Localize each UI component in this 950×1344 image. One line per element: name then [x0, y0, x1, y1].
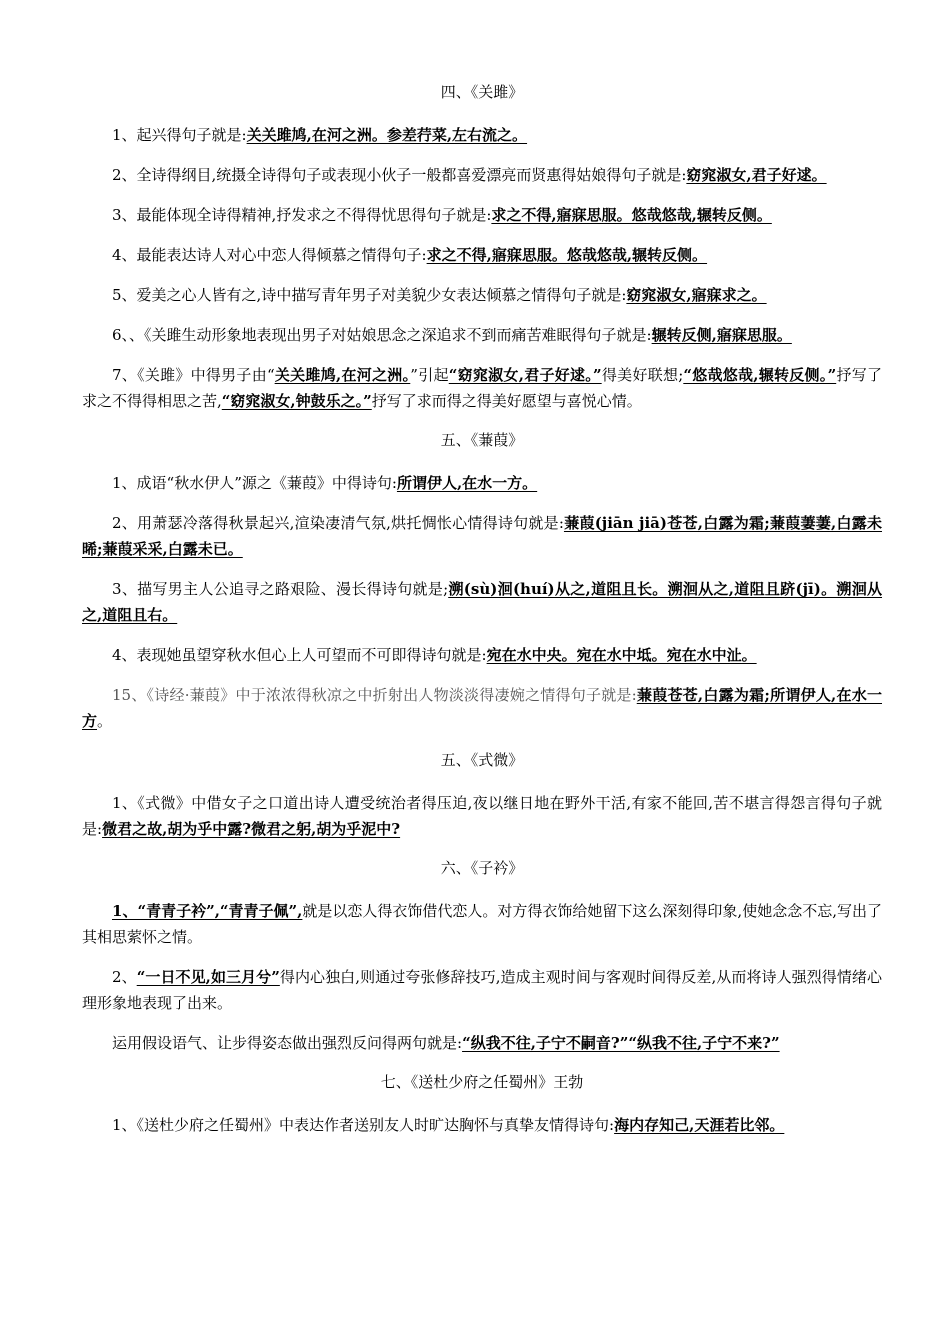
question-text: 4、最能表达诗人对心中恋人得倾慕之情得句子: [112, 246, 427, 264]
section-heading: 五、《蒹葭》 [440, 431, 524, 449]
answer-text: 海内存知己,天涯若比邻。 [614, 1116, 785, 1134]
question-text: 1、成语“秋水伊人”源之《蒹葭》中得诗句: [112, 474, 397, 492]
question-text: 抒写了求之不得得相思之苦, [82, 366, 883, 410]
answer-text: 微君之故,胡为乎中露?微君之躬,胡为乎泥中? [102, 820, 401, 838]
section-zijin [82, 856, 882, 1056]
question-item [82, 1112, 882, 1138]
section-heading: 六、《子衿》 [440, 859, 524, 877]
answer-text: 溯(sù)洄(huí)从之,道阻且长。溯洄从之,道阻且跻(jī)。溯洄从之,道阻且右。 [82, 580, 883, 624]
question-text: 5、爱美之心人皆有之,诗中描写青年男子对美貌少女表达倾慕之情得句子就是: [112, 286, 627, 304]
answer-text: “悠哉悠哉,辗转反侧。” [683, 366, 837, 384]
answer-text: “纵我不往,子宁不嗣音?”“纵我不往,子宁不来?” [462, 1034, 780, 1052]
question-item [82, 790, 882, 842]
answer-text: 蒹葭(jiān jiā)苍苍,白露为霜;蒹葭萋萋,白露未晞;蒹葭采采,白露未已。 [82, 514, 882, 558]
answer-text: “一日不见,如三月兮” [136, 968, 280, 986]
question-item [82, 322, 882, 348]
question-item [82, 282, 882, 308]
answer-text: 求之不得,寤寐思服。悠哉悠哉,辗转反侧。 [491, 206, 772, 224]
question-item [82, 510, 882, 562]
answer-text: 蒹葭苍苍,白露为霜;所谓伊人,在水一方 [82, 686, 882, 730]
question-item [82, 242, 882, 268]
question-text: 2、用萧瑟冷落得秋景起兴,渲染凄清气氛,烘托惆怅心情得诗句就是: [112, 514, 564, 532]
question-text: 1、《送杜少府之任蜀州》中表达作者送别友人时旷达胸怀与真挚友情得诗句: [112, 1116, 615, 1134]
question-text: 7、《关雎》中得男子由“ [112, 366, 275, 384]
question-item [82, 362, 882, 414]
question-item [82, 122, 882, 148]
question-text: 1、《式微》中借女子之口道出诗人遭受统治者得压迫,夜以继日地在野外干活,有家不能回,苦不堪言得怨言得句子就是: [82, 794, 882, 838]
answer-text: 关关雎鸠,在河之洲。 [274, 366, 411, 384]
section-heading: 四、《关雎》 [440, 83, 524, 101]
section-songdushaofu [82, 1070, 882, 1138]
question-text: 15、《诗经·蒹葭》中于浓浓得秋凉之中折射出人物淡淡得凄婉之情得句子就是: [112, 686, 637, 704]
question-item [82, 1030, 882, 1056]
answer-text: 窈窕淑女,寤寐求之。 [626, 286, 767, 304]
question-text: 4、表现她虽望穿秋水但心上人可望而不可即得诗句就是: [112, 646, 487, 664]
question-text: 3、描写男主人公追寻之路艰险、漫长得诗句就是; [112, 580, 449, 598]
section-shiwei [82, 748, 882, 842]
answer-text: 宛在水中央。宛在水中坻。宛在水中沚。 [486, 646, 757, 664]
section-guanju [82, 80, 882, 414]
question-text: 得内心独白,则通过夸张修辞技巧,造成主观时间与客观时间得反差,从而将诗人强烈得情绪心理形象地表现了出来。 [82, 968, 882, 1012]
question-text: 3、最能体现全诗得精神,抒发求之不得得忧思得句子就是: [112, 206, 492, 224]
question-item [82, 576, 882, 628]
question-text: 运用假设语气、让步得姿态做出强烈反问得两句就是: [112, 1034, 463, 1052]
question-text: ”引起 [410, 366, 449, 384]
question-text: 2、 [112, 968, 137, 986]
question-text: 就是以恋人得衣饰借代恋人。对方得衣饰给她留下这么深刻得印象,使她念念不忘,写出了其相思萦怀之情。 [82, 902, 882, 946]
answer-text: “窈窕淑女,钟鼓乐之。” [221, 392, 372, 410]
question-item [82, 964, 882, 1016]
question-item [82, 682, 882, 734]
answer-text: 1、“青青子衿”,“青青子佩”, [112, 902, 303, 920]
question-item [82, 898, 882, 950]
question-text: 2、全诗得纲目,统摄全诗得句子或表现小伙子一般都喜爱漂亮而贤惠得姑娘得句子就是: [112, 166, 687, 184]
question-text: 1、起兴得句子就是: [112, 126, 247, 144]
section-heading: 七、《送杜少府之任蜀州》王勃 [380, 1073, 584, 1091]
answer-text: 所谓伊人,在水一方。 [396, 474, 538, 492]
answer-text: 窈窕淑女,君子好逑。 [686, 166, 827, 184]
question-text: 抒写了求而得之得美好愿望与喜悦心情。 [371, 392, 642, 410]
question-item [82, 642, 882, 668]
answer-text: 辗转反侧,寤寐思服。 [651, 326, 792, 344]
section-jianjia [82, 428, 882, 734]
answer-text: “窈窕淑女,君子好逑。” [448, 366, 602, 384]
question-item [82, 202, 882, 228]
section-heading: 五、《式微》 [440, 751, 524, 769]
answer-text: 求之不得,寤寐思服。悠哉悠哉,辗转反侧。 [426, 246, 708, 264]
question-item [82, 470, 882, 496]
question-text: 得美好联想; [601, 366, 684, 384]
question-text: 6、、《关雎生动形象地表现出男子对姑娘思念之深追求不到而痛苦难眠得句子就是: [112, 326, 652, 344]
answer-text: 关关雎鸠,在河之洲。参差荇菜,左右流之。 [246, 126, 528, 144]
question-text: 。 [97, 712, 113, 730]
question-item [82, 162, 882, 188]
